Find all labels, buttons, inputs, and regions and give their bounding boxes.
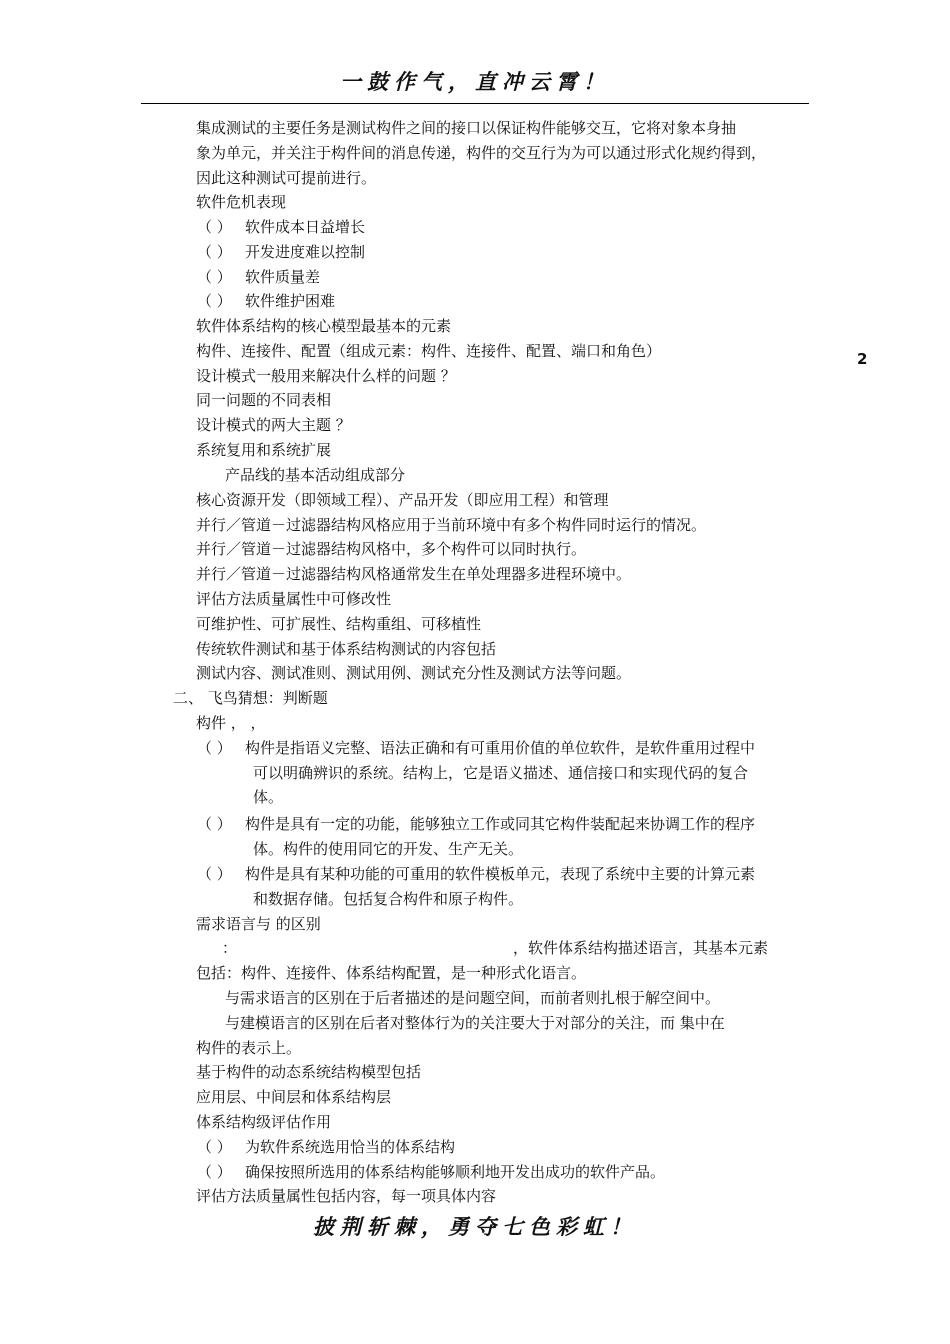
list-item-text: 为软件系统选用恰当的体系结构 [245, 1138, 456, 1156]
paragraph-line: 包括：构件、连接件、体系结构配置，是一种形式化语言。 [196, 964, 587, 982]
page-number: 2 [857, 350, 868, 368]
checkbox-mark: （ ） [197, 865, 232, 883]
list-item-line: 体。 [253, 788, 284, 807]
checkbox-mark: （ ） [197, 268, 232, 286]
list-item [197, 240, 808, 265]
question: 软件体系结构的核心模型最基本的元素 [196, 317, 452, 335]
list-item [197, 289, 808, 314]
checkbox-mark: （ ） [197, 243, 232, 261]
question: 设计模式一般用来解决什么样的问题 ？ [196, 367, 456, 385]
answer: 测试内容、测试准则、测试用例、测试充分性及测试方法等问题。 [196, 664, 632, 682]
list-item-line: 构件是具有某种功能的可重用的软件模板单元，表现了系统中主要的计算元素 [245, 865, 756, 883]
list-item-text [245, 812, 808, 861]
list-item-text: 软件质量差 [245, 268, 321, 286]
footer-title: 披荆斩棘，勇夺七色彩虹！ [313, 1215, 637, 1239]
checkbox-mark: （ ） [197, 292, 232, 310]
paragraph-line: ，软件体系结构描述语言，其基本元素 [513, 939, 769, 957]
paragraph-line: 构件的表示上。 [196, 1039, 302, 1057]
section-heading: 二、 飞鸟猜想：判断题 [173, 689, 328, 707]
list-item-line: 构件是具有一定的功能，能够独立工作或同其它构件装配起来协调工作的程序 [245, 815, 756, 833]
list-item-text [245, 862, 808, 911]
list-item [197, 215, 808, 240]
header-divider [141, 103, 809, 104]
question: 产品线的基本活动组成部分 [225, 466, 406, 484]
paragraph-line: 与建模语言的区别在后者对整体行为的关注要大于对部分的关注，而 集中在 [225, 1014, 725, 1032]
list-item-line: 构件是指语义完整、语法正确和有可重用价值的单位软件，是软件重用过程中 [245, 739, 756, 757]
list-item [197, 265, 808, 290]
list-item-line: 和数据存储。包括复合构件和原子构件。 [253, 889, 524, 908]
paragraph-line: 象为单元，并关注于构件间的消息传递，构件的交互行为为可以通过形式化规约得到， [196, 144, 767, 162]
list-item-text: 确保按照所选用的体系结构能够顺利地开发出成功的软件产品。 [245, 1163, 666, 1181]
eval-title: 体系结构级评估作用 [196, 1113, 332, 1131]
checkbox-mark: （ ） [197, 739, 232, 757]
answer: 核心资源开发（即领域工程）、产品开发（即应用工程）和管理 [196, 491, 609, 509]
list-item [197, 862, 808, 911]
question: 传统软件测试和基于体系结构测试的内容包括 [196, 640, 497, 658]
crisis-title: 软件危机表现 [196, 193, 287, 211]
list-item-line: 可以明确辨识的系统。结构上，它是语义描述、通信接口和实现代码的复合 [253, 763, 749, 782]
question: 基于构件的动态系统结构模型包括 [196, 1063, 422, 1081]
question: 需求语言与 的区别 [196, 915, 321, 933]
list-item [197, 812, 808, 861]
checkbox-mark: （ ） [197, 815, 232, 833]
statement: 并行／管道－过滤器结构风格中，多个构件可以同时执行。 [196, 540, 587, 558]
checkbox-mark: （ ） [197, 1163, 232, 1181]
question: 评估方法质量属性包括内容，每一项具体内容 [196, 1187, 497, 1205]
answer: 系统复用和系统扩展 [196, 441, 332, 459]
header-title: 一鼓作气，直冲云霄！ [340, 70, 610, 94]
list-item [197, 1160, 808, 1185]
question: 设计模式的两大主题 ？ [196, 416, 351, 434]
list-item-text: 软件成本日益增长 [245, 218, 366, 236]
list-item [197, 1135, 808, 1160]
statement: 并行／管道－过滤器结构风格应用于当前环境中有多个构件同时运行的情况。 [196, 516, 707, 534]
answer: 可维护性、可扩展性、结构重组、可移植性 [196, 615, 482, 633]
checkbox-mark: （ ） [197, 218, 232, 236]
statement: 并行／管道－过滤器结构风格通常发生在单处理器多进程环境中。 [196, 565, 632, 583]
component-title: 构件 ， ， [196, 714, 266, 732]
list-item [197, 736, 808, 810]
question: 评估方法质量属性中可修改性 [196, 590, 392, 608]
list-item-text: 软件维护困难 [245, 292, 336, 310]
list-item-text: 开发进度难以控制 [245, 243, 366, 261]
checkbox-mark: （ ） [197, 1138, 232, 1156]
answer: 同一问题的不同表相 [196, 391, 332, 409]
paragraph-line: 集成测试的主要任务是测试构件之间的接口以保证构件能够交互，它将对象本身抽 [196, 119, 737, 137]
answer: 应用层、中间层和体系结构层 [196, 1088, 392, 1106]
answer: 构件、连接件、配置（组成元素：构件、连接件、配置、端口和角色） [196, 342, 662, 360]
list-item-text [245, 736, 808, 810]
list-item-line: 体。构件的使用同它的开发、生产无关。 [253, 839, 524, 858]
paragraph-line: 因此这种测试可提前进行。 [196, 169, 377, 187]
colon: ： [222, 939, 238, 957]
paragraph-line: 与需求语言的区别在于后者描述的是问题空间，而前者则扎根于解空间中。 [225, 989, 721, 1007]
